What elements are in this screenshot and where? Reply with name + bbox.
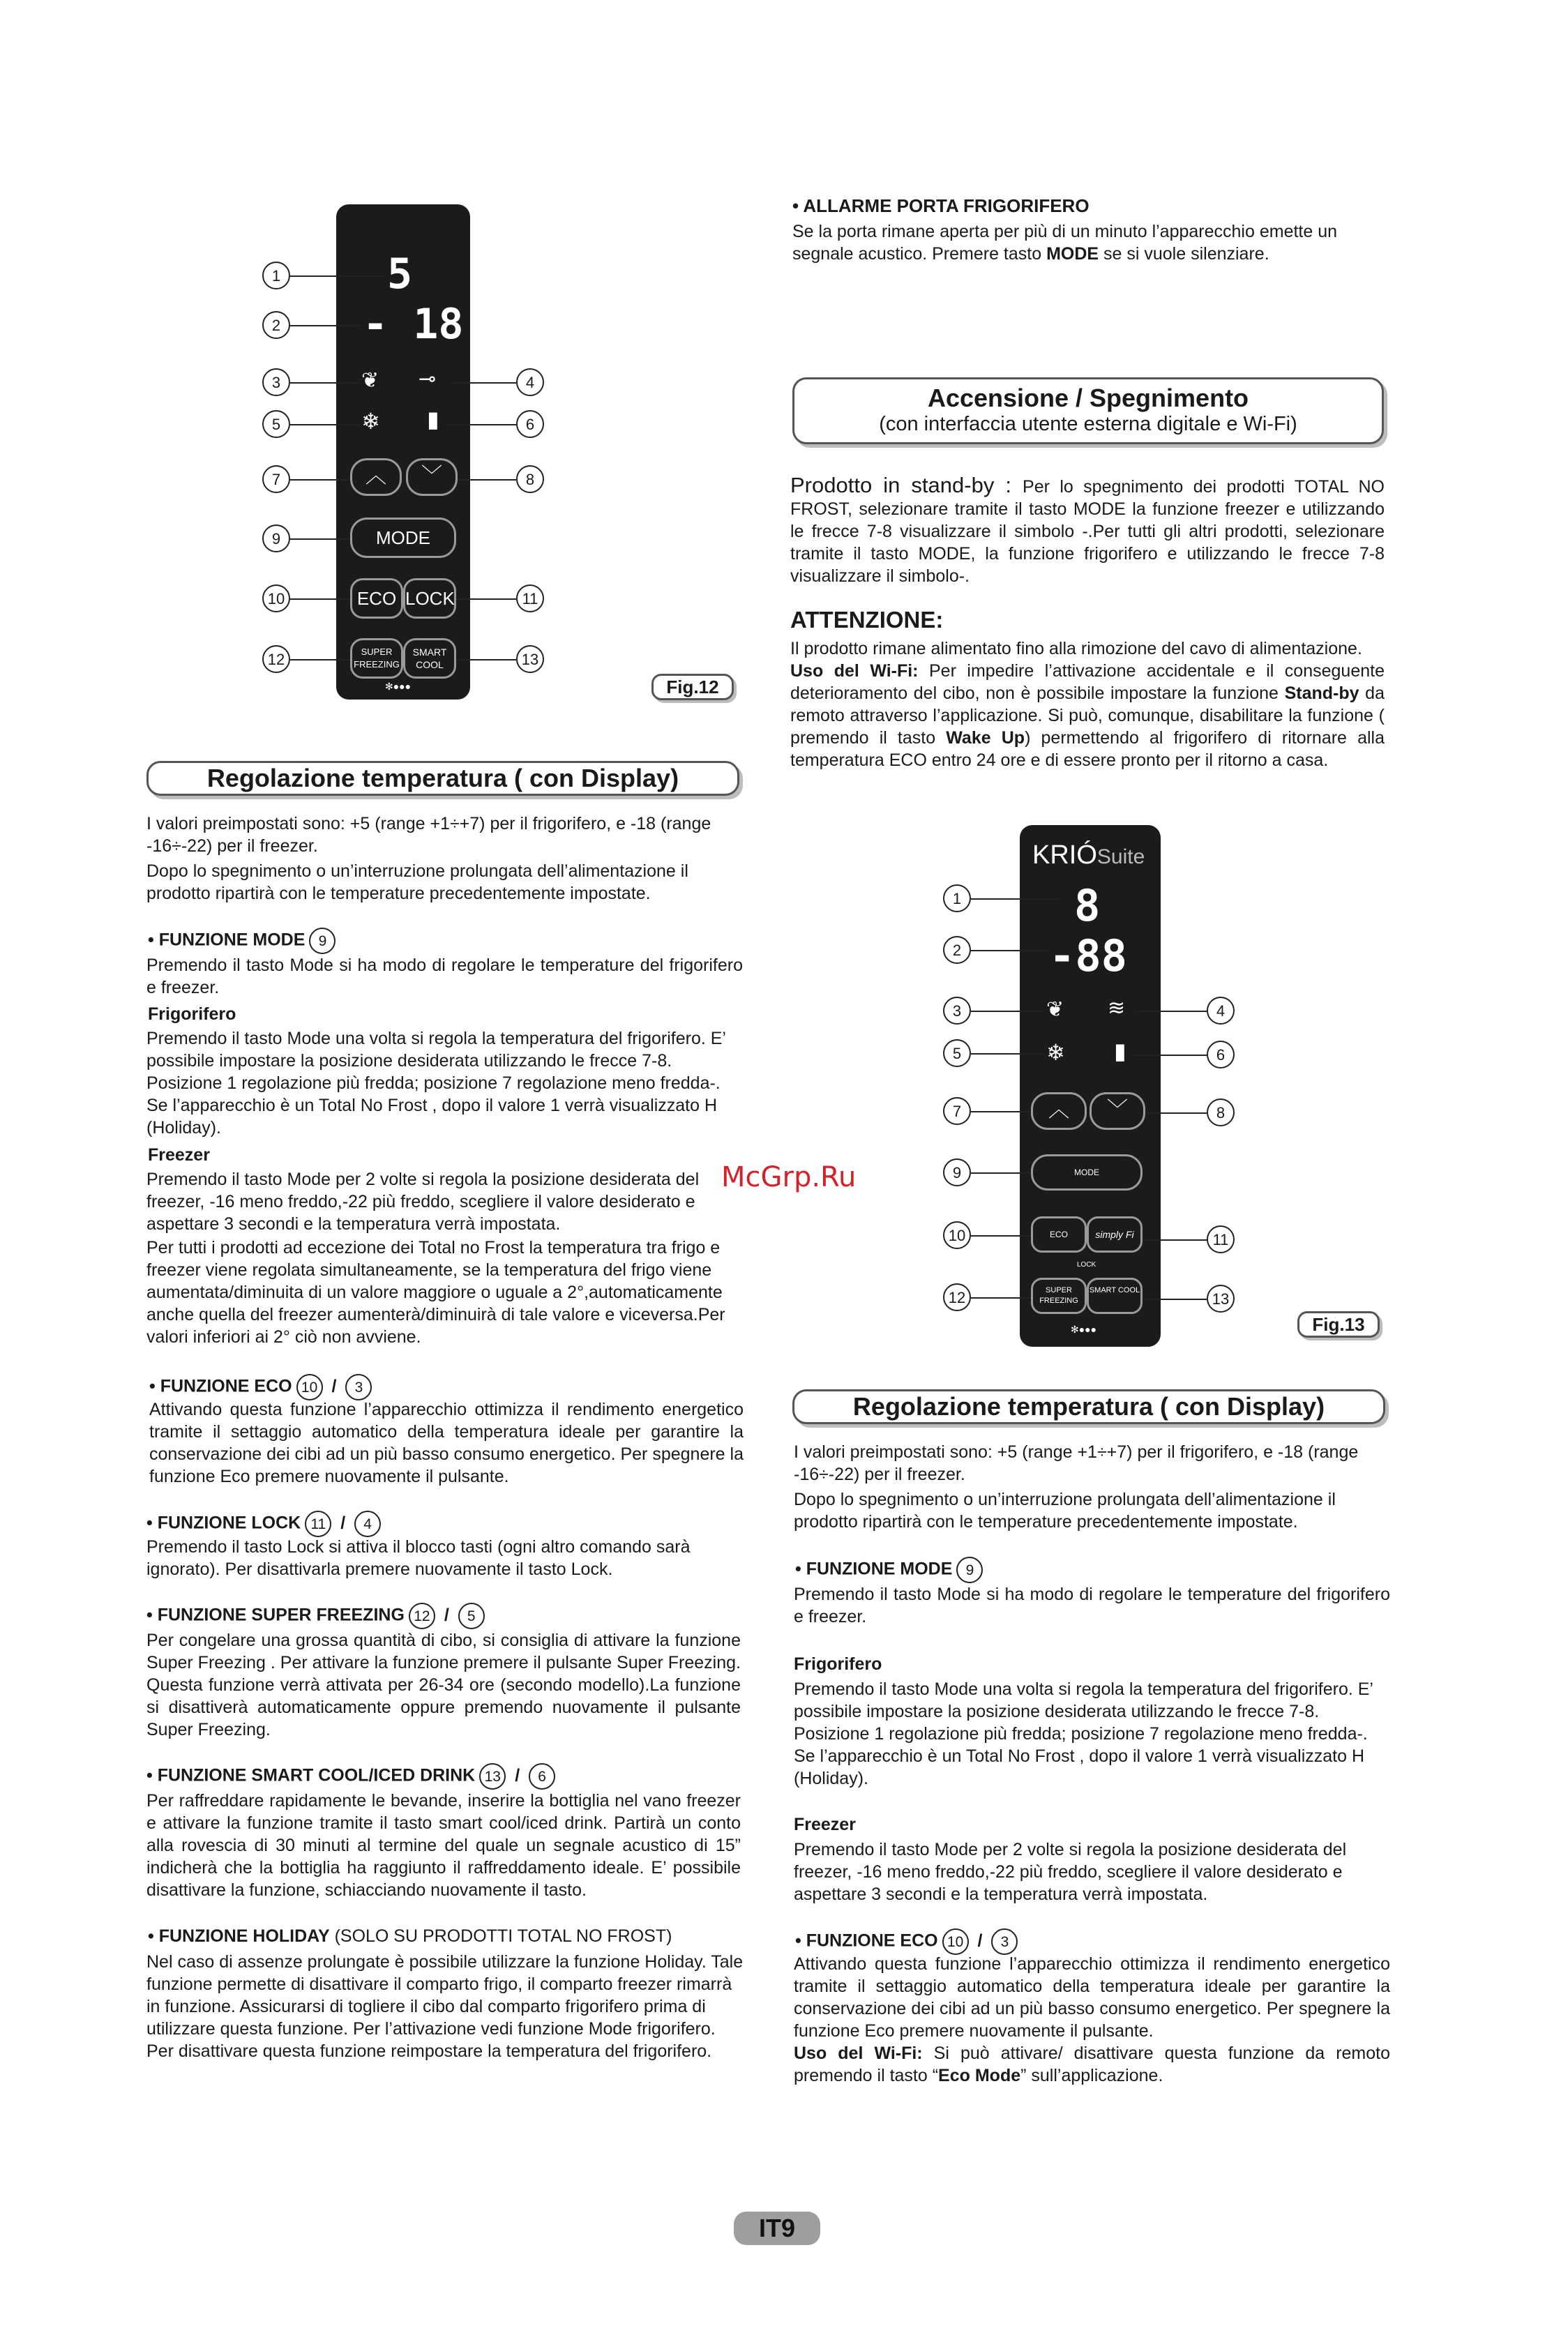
num-circle: 10 (942, 1928, 969, 1955)
fig13-leader-line (1134, 1055, 1207, 1056)
right-regolazione-header: Regolazione temperatura ( con Display) (792, 1389, 1385, 1424)
fig12-smart-cool-button[interactable]: SMART COOL (403, 638, 456, 679)
left-freezer-text-2: Per tutti i prodotti ad eccezione dei Total no Frost la temperatura tra frigo e freezer viene regolata simultaneamente, se la temperatura del frigo viene aumentata/diminuita di un valore maggiore o uguale a 2°,automaticamente anche quella del freezer aumenterà/diminuirà di tale valore e viceversa.Per valori inferiori ai 2° ciò non avviene. (146, 1238, 725, 1347)
fig12-callout-4: 4 (516, 368, 544, 396)
snowflake-icon: ❄ (1046, 1040, 1065, 1065)
fig12-leader-line (458, 479, 516, 481)
left-intro-1: I valori preimpostati sono: +5 (range +1÷+7) per il frigorifero, e -18 (range -16÷-22) per il freezer. (146, 814, 711, 856)
num-circle: 10 (296, 1374, 323, 1400)
fig12-leader-line (290, 538, 350, 540)
fig13-callout-13: 13 (1207, 1285, 1235, 1313)
fig13-callout-1: 1 (943, 884, 971, 912)
fig12-leader-line (456, 659, 516, 660)
right-eco-text: Attivando questa funzione l’apparecchio ottimizza il rendimento energetico tramite il settaggio automatico della temperatura ideale per garantire la conservazione dei cibi ad un più basso consumo energetico. Per spegnere la funzione Eco premere nuovamente il pulsante. (794, 1954, 1390, 2041)
right-wifi-eco-text: Uso del Wi-Fi: Si può attivare/ disattivare questa funzione da remoto premendo il tasto “Eco Mode” sull’applicazione. (794, 2044, 1390, 2085)
right-fridge-text: Premendo il tasto Mode una volta si regola la temperatura del frigorifero. E’ possibile impostare la posizione desiderata utilizzando le frecce 7-8. Posizione 1 regolazione più fredda; posizione 7 regolazione meno fredda-. Se l’apparecchio è un Total No Frost , dopo il valore 1 verrà visualizzato H (Holiday). (794, 1679, 1373, 1788)
bottle-icon: ▮ (427, 407, 439, 432)
wifi-indicator-icon: ✻●●● (1071, 1324, 1097, 1335)
left-fridge-title: Frigorifero (148, 1004, 236, 1024)
standby-text: Prodotto in stand-by : Per lo spegnimento dei prodotti TOTAL NO FROST, selezionare tramite il tasto MODE la funzione freezer e utilizzando le frecce 7-8 visualizzare il simbolo -.Per tutti gli altri prodotti, selezionare tramite il tasto MODE, la funzione frigorifero e utilizzando le frecce 7-8 visualizzare il simbolo-. (790, 473, 1385, 586)
right-freezer-text: Premendo il tasto Mode per 2 volte si regola la posizione desiderata del freezer, -16 meno freddo,-22 più freddo, scegliere il valore desiderato e aspettare 3 secondi e la temperatura verrà impostata. (794, 1840, 1347, 1904)
wifi-standby-text: Uso del Wi-Fi: Per impedire l’attivazione accidentale e il conseguente deterioramento del cibo, non è possibile impostare la funzione Stand-by da remoto attraverso l’applicazione. Si può, comunque, disabilitare la funzione ( premendo il tasto Wake Up) permettendo al frigorifero di ritornare alla temperatura ECO entro 24 ore e di essere pronto per il ritorno a casa. (790, 661, 1385, 770)
fig13-leader-line (971, 1011, 1043, 1012)
fig12-callout-12: 12 (262, 645, 290, 673)
fig12-leader-line (446, 424, 516, 425)
fig12-leader-line (290, 424, 360, 425)
fig13-leader-line (971, 898, 1060, 900)
watermark: McGrp.Ru (721, 1161, 857, 1193)
fig13-callout-11: 11 (1207, 1225, 1235, 1253)
fig13-leader-line (971, 1235, 1031, 1237)
fig12-display-bottom: - 18 (363, 300, 464, 349)
fig12-callout-8: 8 (516, 465, 544, 493)
num-circle: 11 (305, 1511, 331, 1537)
left-sf-title: • FUNZIONE SUPER FREEZING 12 / 5 (146, 1603, 489, 1629)
left-lock-text: Premendo il tasto Lock si attiva il blocco tasti (ogni altro comando sarà ignorato). Per disattivarla premere nuovamente il tasto Lock. (146, 1537, 691, 1579)
fig12-leader-line (290, 598, 350, 600)
fig13-simplyfi-button[interactable]: simply Fi (1087, 1216, 1143, 1253)
fig13-leader-line (1145, 1112, 1207, 1114)
fig12-callout-2: 2 (262, 311, 290, 339)
left-holiday-title: • FUNZIONE HOLIDAY (SOLO SU PRODOTTI TOTAL NO FROST) (148, 1926, 672, 1946)
right-intro-1: I valori preimpostati sono: +5 (range +1÷+7) per il frigorifero, e -18 (range -16÷-22) per il freezer. (794, 1442, 1359, 1484)
fig12-leader-line (452, 382, 516, 384)
fig12-leader-line (290, 382, 360, 384)
left-holiday-text: Nel caso di assenze prolungate è possibile utilizzare la funzione Holiday. Tale funzione permette di disattivare il comparto frigo, il comparto freezer rimarrà in funzione. Assicurarsi di togliere il cibo dal comparto frigorifero prima di utilizzare questa funzione. Per l’attivazione vedi funzione Mode frigorifero. Per disattivare questa funzione reimpostare la temperatura del frigorifero. (146, 1952, 744, 2061)
fig13-leader-line (971, 1297, 1031, 1299)
fig13-callout-8: 8 (1207, 1098, 1235, 1126)
eco-leaf-icon: ❦ (361, 369, 379, 392)
fig12-display-top: 5 (387, 250, 413, 299)
fig12-leader-line (456, 598, 516, 600)
fig13-callout-10: 10 (943, 1221, 971, 1249)
left-intro-2: Dopo lo spegnimento o un’interruzione prolungata dell’alimentazione il prodotto ripartirà con le temperature precedentemente impostate. (146, 861, 688, 903)
fig12-callout-11: 11 (516, 584, 544, 612)
right-mode-text: Premendo il tasto Mode si ha modo di regolare le temperature del frigorifero e freezer. (794, 1585, 1390, 1626)
fig12-label: Fig.12 (651, 674, 734, 700)
fig13-arrow-up-button[interactable]: ︿ (1031, 1092, 1087, 1130)
accensione-section-header (792, 377, 1384, 444)
alarm-text: Se la porta rimane aperta per più di un minuto l’apparecchio emette un segnale acustico. Premere tasto MODE se si vuole silenziare. (792, 222, 1338, 264)
fig12-callout-6: 6 (516, 410, 544, 438)
right-freezer-title: Freezer (794, 1815, 856, 1834)
wifi-icon: ≋ (1108, 997, 1126, 1020)
right-intro-2: Dopo lo spegnimento o un’interruzione prolungata dell’alimentazione il prodotto ripartirà con le temperature precedentemente impostate. (794, 1490, 1336, 1532)
section-subtitle: (con interfaccia utente esterna digitale e Wi-Fi) (879, 413, 1297, 435)
left-freezer-text: Premendo il tasto Mode per 2 volte si regola la posizione desiderata del freezer, -16 meno freddo,-22 più freddo, scegliere il valore desiderato e aspettare 3 secondi e la temperatura verrà impostata. (146, 1170, 700, 1234)
num-circle: 9 (956, 1557, 983, 1583)
num-circle: 9 (309, 928, 336, 954)
fig13-callout-4: 4 (1207, 997, 1235, 1025)
fig12-super-freezing-button[interactable]: SUPER FREEZING (350, 638, 403, 679)
fig13-leader-line (1137, 1011, 1207, 1012)
snowflake-icon: ❄ (361, 409, 380, 434)
fig13-callout-12: 12 (943, 1283, 971, 1311)
fig12-arrow-down-button[interactable]: ﹀ (406, 458, 458, 496)
fig12-callout-7: 7 (262, 465, 290, 493)
left-mode-title: • FUNZIONE MODE 9 (148, 928, 340, 954)
fig13-arrow-down-button[interactable]: ﹀ (1090, 1092, 1145, 1130)
wifi-indicator-icon: ✻●●● (385, 681, 412, 692)
num-circle: 3 (991, 1928, 1018, 1955)
left-fridge-text: Premendo il tasto Mode una volta si regola la temperatura del frigorifero. E’ possibile impostare la posizione desiderata utilizzando le frecce 7-8. Posizione 1 regolazione più fredda; posizione 7 regolazione meno fredda-. Se l’apparecchio è un Total No Frost , dopo il valore 1 verrà visualizzato H (Holiday). (146, 1029, 726, 1138)
fig13-callout-5: 5 (943, 1039, 971, 1067)
fig13-display-top: 8 (1074, 880, 1101, 931)
fig13-super-freezing-button[interactable]: SUPER FREEZING (1031, 1278, 1087, 1314)
left-eco-text: Attivando questa funzione l’apparecchio ottimizza il rendimento energetico tramite il settaggio automatico della temperatura ideale per garantire la conservazione dei cibi ad un più basso consumo energetico. Per spegnere la funzione Eco premere nuovamente il pulsante. (149, 1400, 744, 1486)
page-number: IT9 (734, 2212, 820, 2245)
fig12-callout-10: 10 (262, 584, 290, 612)
num-circle: 6 (529, 1763, 555, 1790)
fig12-callout-9: 9 (262, 524, 290, 552)
left-sc-text: Per raffreddare rapidamente le bevande, inserire la bottiglia nel vano freezer e attivare la funzione tramite il tasto smart cool/iced drink. Partirà un conto alla rovescia di 30 minuti al termine del quale un segnale acustico di 15” indicherà che la bottiglia ha raggiunto il raffreddamento ideale. E’ possibile disattivare la funzione, schiacciando nuovamente il tasto. (146, 1791, 741, 1900)
fig13-leader-line (971, 950, 1048, 951)
fig13-callout-9: 9 (943, 1158, 971, 1186)
num-circle: 3 (345, 1374, 372, 1400)
fig13-smart-cool-button[interactable]: SMART COOL (1087, 1278, 1143, 1314)
bottle-icon: ▮ (1114, 1038, 1126, 1064)
fig13-callout-6: 6 (1207, 1041, 1235, 1068)
left-freezer-title: Freezer (148, 1145, 210, 1165)
section-title: Accensione / Spegnimento (927, 384, 1249, 412)
fig12-arrow-up-button[interactable]: ︿ (350, 458, 402, 496)
left-lock-title: • FUNZIONE LOCK 11 / 4 (146, 1511, 385, 1537)
fig13-leader-line (1143, 1239, 1207, 1241)
key-lock-icon: ⊸ (419, 368, 437, 391)
fig13-lock-label: LOCK (1077, 1261, 1096, 1269)
fig13-callout-2: 2 (943, 936, 971, 964)
fig12-callout-13: 13 (516, 645, 544, 673)
eco-leaf-icon: ❦ (1046, 998, 1064, 1021)
left-regolazione-header: Regolazione temperatura ( con Display) (146, 761, 739, 796)
alarm-title: • ALLARME PORTA FRIGORIFERO (792, 195, 1090, 216)
fig13-label: Fig.13 (1297, 1311, 1380, 1338)
fig12-lock-button[interactable]: LOCK (403, 578, 456, 619)
fig13-display-bottom: -88 (1049, 930, 1127, 981)
fig12-callout-3: 3 (262, 368, 290, 396)
fig13-leader-line (971, 1053, 1043, 1055)
left-eco-title: • FUNZIONE ECO 10 / 3 (149, 1374, 376, 1400)
right-fridge-title: Frigorifero (794, 1654, 882, 1674)
fig12-callout-1: 1 (262, 262, 290, 289)
fig13-callout-3: 3 (943, 997, 971, 1025)
left-sf-text: Per congelare una grossa quantità di cibo, si consiglia di attivare la funzione Super Freezing . Per attivare la funzione premere il pulsante Super Freezing. Questa funzione verrà attivata per 26-34 ore (secondo modello).La funzione si disattiverà automaticamente oppure premendo nuovamente il pulsante Super Freezing. (146, 1631, 741, 1739)
left-sc-title: • FUNZIONE SMART COOL/ICED DRINK 13 / 6 (146, 1763, 559, 1790)
fig12-leader-line (290, 275, 384, 277)
fig13-leader-line (1143, 1299, 1207, 1300)
right-mode-title: • FUNZIONE MODE 9 (795, 1557, 987, 1583)
fig12-leader-line (290, 325, 360, 326)
fig13-leader-line (971, 1172, 1031, 1174)
num-circle: 4 (354, 1511, 381, 1537)
num-circle: 5 (458, 1603, 485, 1629)
fig12-leader-line (290, 479, 350, 481)
fig12-callout-5: 5 (262, 410, 290, 438)
fig13-eco-button[interactable]: ECO (1031, 1216, 1087, 1253)
fig13-leader-line (971, 1111, 1031, 1112)
num-circle: 12 (409, 1603, 435, 1629)
fig12-leader-line (290, 659, 350, 660)
fig12-mode-button[interactable]: MODE (350, 518, 456, 558)
left-mode-text: Premendo il tasto Mode si ha modo di regolare le temperature del frigorifero e freezer. (146, 956, 743, 997)
attention-line: Il prodotto rimane alimentato fino alla rimozione del cavo di alimentazione. (790, 639, 1362, 658)
fig13-mode-button[interactable]: MODE (1031, 1154, 1143, 1191)
fig12-eco-button[interactable]: ECO (350, 578, 403, 619)
fig13-brand: KRIÓSuite (1032, 840, 1145, 870)
attention-title: ATTENZIONE: (790, 607, 944, 633)
num-circle: 13 (479, 1763, 506, 1790)
right-eco-title: • FUNZIONE ECO 10 / 3 (795, 1928, 1022, 1955)
fig13-callout-7: 7 (943, 1097, 971, 1125)
